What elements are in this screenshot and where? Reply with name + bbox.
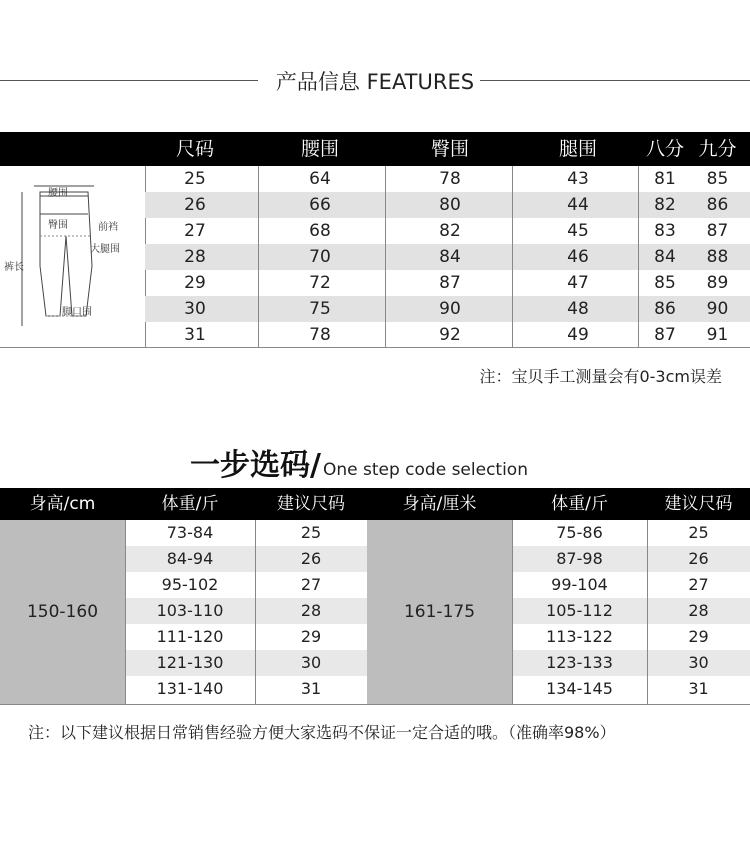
size-cell: 72 — [309, 273, 331, 293]
size-cell: 80 — [439, 195, 461, 215]
size-cell: 81 — [654, 169, 676, 189]
step-cell: 84-94 — [166, 549, 214, 568]
size-cell: 64 — [309, 169, 331, 189]
step-cell: 31 — [688, 679, 709, 698]
step-cell: 29 — [300, 627, 322, 646]
step-cell: 25 — [300, 523, 322, 542]
diagram-label-front-rise: 前裆 — [98, 222, 118, 233]
size-table-header — [0, 132, 750, 166]
header-weight-2: 体重/斤 — [551, 494, 608, 514]
header-suggest-2: 建议尺码 — [664, 494, 733, 514]
diagram-label-waist: 腰围 — [48, 188, 68, 199]
step-cell: 113-122 — [546, 627, 613, 646]
header-hip: 臀围 — [430, 138, 469, 160]
measurement-note: 注：宝贝手工测量会有0-3cm误差 — [479, 367, 722, 386]
step-title-main: 一步选码/ — [190, 448, 321, 483]
step-cell: 26 — [688, 549, 709, 568]
height-range-right-label: 161-175 — [403, 602, 476, 622]
size-cell: 86 — [654, 299, 676, 319]
step-table-row — [0, 598, 750, 624]
size-cell: 48 — [567, 299, 589, 319]
size-cell: 70 — [309, 247, 331, 267]
header-eighth: 八分 — [645, 138, 684, 160]
selection-note: 注：以下建议根据日常销售经验方便大家选码不保证一定合适的哦。（准确率98%） — [28, 723, 616, 742]
diagram-label-hip: 臀围 — [48, 220, 68, 231]
step-cell: 134-145 — [546, 679, 613, 698]
step-cell: 31 — [300, 679, 322, 698]
step-cell: 26 — [300, 549, 322, 568]
diagram-label-thigh: 大腿围 — [90, 244, 120, 255]
header-height-cm: 身高/cm — [29, 494, 96, 514]
step-cell: 105-112 — [546, 601, 613, 620]
size-cell: 90 — [439, 299, 461, 319]
size-cell: 78 — [309, 325, 331, 345]
step-table-row — [0, 624, 750, 650]
step-col-sep — [647, 520, 648, 704]
size-cell: 29 — [184, 273, 206, 293]
size-cell: 44 — [567, 195, 589, 215]
step-col-sep — [255, 520, 256, 704]
header-weight: 体重/斤 — [161, 494, 219, 514]
header-ninth: 九分 — [698, 138, 737, 160]
step-cell: 99-104 — [551, 575, 608, 594]
step-bottom-rule — [0, 704, 750, 705]
size-cell: 86 — [706, 195, 729, 215]
step-cell: 73-84 — [166, 523, 214, 542]
step-title — [190, 440, 528, 484]
step-cell: 28 — [688, 601, 709, 620]
size-cell: 28 — [184, 247, 206, 267]
step-cell: 111-120 — [156, 627, 224, 646]
step-cell: 27 — [688, 575, 709, 594]
header-thigh: 腿围 — [558, 138, 597, 160]
diagram-label-length: 裤长 — [4, 262, 24, 273]
col-sep — [385, 166, 386, 348]
col-sep — [638, 166, 639, 348]
col-sep — [258, 166, 259, 348]
header-size: 尺码 — [175, 138, 214, 160]
step-cell: 29 — [688, 627, 709, 646]
height-range-left-label: 150-160 — [26, 602, 99, 622]
size-cell: 85 — [706, 169, 729, 189]
size-cell: 66 — [309, 195, 331, 215]
step-cell: 30 — [300, 653, 322, 672]
step-cell: 87-98 — [556, 549, 603, 568]
size-cell: 78 — [439, 169, 461, 189]
step-table-row — [0, 650, 750, 676]
step-cell: 25 — [688, 523, 709, 542]
step-table-row — [0, 520, 750, 546]
size-cell: 87 — [654, 325, 676, 345]
diagram-label-hem: 脚口围 — [62, 307, 92, 318]
size-cell: 83 — [654, 221, 676, 241]
size-cell: 82 — [654, 195, 676, 215]
step-table-row — [0, 572, 750, 598]
step-col-sep — [125, 520, 126, 704]
size-cell: 47 — [567, 273, 589, 293]
step-cell: 75-86 — [556, 523, 603, 542]
size-cell: 46 — [567, 247, 589, 267]
size-cell: 84 — [439, 247, 461, 267]
size-cell: 82 — [439, 221, 461, 241]
size-cell: 87 — [706, 221, 729, 241]
size-cell: 68 — [309, 221, 331, 241]
size-cell: 88 — [706, 247, 729, 267]
size-cell: 75 — [309, 299, 331, 319]
size-cell: 27 — [184, 221, 206, 241]
step-cell: 123-133 — [546, 653, 613, 672]
header-height-m: 身高/厘米 — [402, 494, 477, 514]
size-cell: 84 — [654, 247, 676, 267]
table-bottom-rule — [0, 347, 750, 348]
step-title-sub: One step code selection — [322, 460, 528, 480]
step-table-header — [0, 488, 750, 520]
step-cell: 103-110 — [156, 601, 224, 620]
features-title: 产品信息 FEATURES — [0, 66, 750, 96]
step-cell: 30 — [688, 653, 709, 672]
header-waist: 腰围 — [300, 138, 339, 160]
size-cell: 25 — [184, 169, 206, 189]
size-cell: 89 — [706, 273, 729, 293]
header-suggest: 建议尺码 — [277, 494, 345, 514]
size-cell: 90 — [706, 299, 729, 319]
size-cell: 91 — [706, 325, 729, 345]
size-cell: 31 — [184, 325, 206, 345]
step-cell: 131-140 — [156, 679, 224, 698]
step-col-sep — [512, 520, 513, 704]
step-cell: 28 — [300, 601, 322, 620]
size-cell: 87 — [439, 273, 461, 293]
size-cell: 45 — [567, 221, 589, 241]
step-table-row — [0, 546, 750, 572]
size-cell: 26 — [184, 195, 206, 215]
size-cell: 30 — [184, 299, 206, 319]
step-cell: 121-130 — [156, 653, 224, 672]
size-cell: 43 — [567, 169, 589, 189]
size-cell: 85 — [654, 273, 676, 293]
step-cell: 95-102 — [161, 575, 219, 594]
step-table-row — [0, 676, 750, 702]
size-cell: 49 — [567, 325, 589, 345]
step-cell: 27 — [300, 575, 322, 594]
col-sep — [512, 166, 513, 348]
size-cell: 92 — [439, 325, 461, 345]
